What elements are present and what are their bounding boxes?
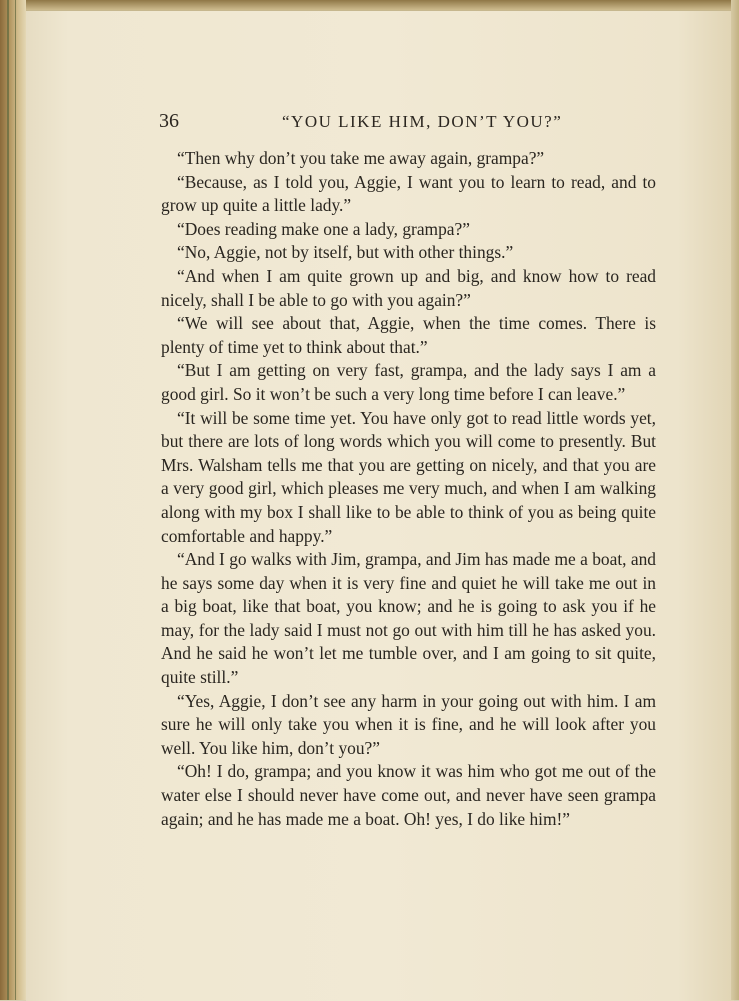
paragraph: “But I am getting on very fast, grampa, and the lady says I am a good girl. So it won’t be such a very long time before I can leave.” xyxy=(161,360,656,404)
page-header xyxy=(26,110,734,136)
paragraph: “No, Aggie, not by itself, but with other things.” xyxy=(177,242,514,263)
book-page xyxy=(26,10,734,1001)
paragraph: “Because, as I told you, Aggie, I want you to learn to read, and to grow up quite a little lady.” xyxy=(161,171,656,216)
book-spine xyxy=(0,0,26,1000)
body-text xyxy=(161,147,656,831)
spine-rule xyxy=(7,0,9,1000)
page-number: 36 xyxy=(159,110,179,132)
paragraph: “We will see about that, Aggie, when the time comes. There is plenty of time yet to think about that.” xyxy=(161,313,656,357)
page-top-band xyxy=(0,0,739,10)
running-head: “YOU LIKE HIM, DON’T YOU?” xyxy=(282,112,563,131)
paragraph: “It will be some time yet. You have only got to read little words yet, but there are lots of long words which you will come to presently. But Mrs. Walsham tells me that you are getting on nicely, and that you are a very good girl, which pleases me very much, and when I am walking along with my box I shall like to be able to think of you as being quite comfortable and happy.” xyxy=(161,407,656,546)
paragraph: “And I go walks with Jim, grampa, and Jim has made me a boat, and he says some day when it is very fine and quiet he will take me out in a big boat, like that boat, you know; and he is going to ask you if he may, for the lady said I must not go out with him till he has asked you. And he said he won’t let me tumble over, and I am going to sit quite, quite still.” xyxy=(161,549,656,688)
spine-rule xyxy=(15,0,16,1000)
page-edge xyxy=(731,0,739,1000)
paragraph: “Oh! I do, grampa; and you know it was him who got me out of the water else I should never have come out, and never have seen grampa again; and he has made me a boat. Oh! yes, I do like him!” xyxy=(161,761,656,829)
paragraph: “Yes, Aggie, I don’t see any harm in your going out with him. I am sure he will only take you when it is fine, and he will look after you well. You like him, don’t you?” xyxy=(161,690,656,758)
paragraph: “Does reading make one a lady, grampa?” xyxy=(177,218,470,239)
paragraph: “Then why don’t you take me away again, grampa?” xyxy=(177,148,545,168)
paragraph: “And when I am quite grown up and big, and know how to read nicely, shall I be able to go with you again?” xyxy=(161,265,656,310)
